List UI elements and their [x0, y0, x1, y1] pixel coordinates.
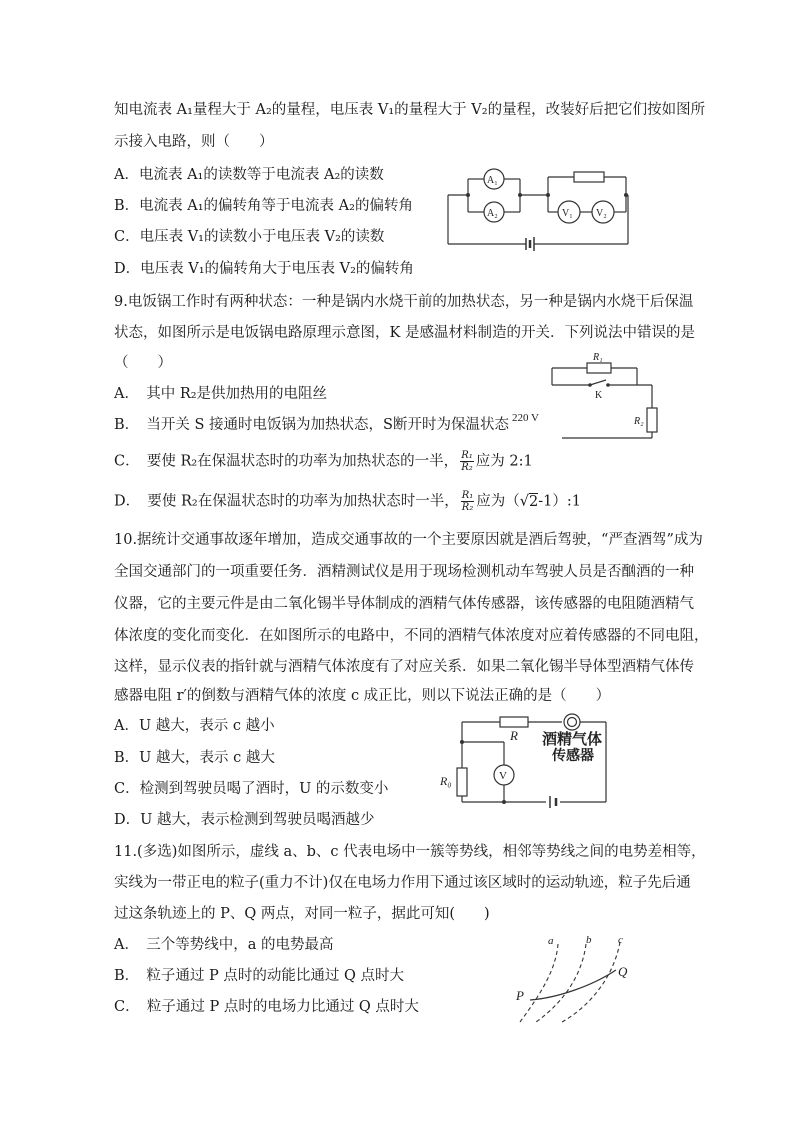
q10-line6: 感器电阻 r′的倒数与酒精气体的浓度 c 成正比，则以下说法正确的是（ ）	[114, 688, 611, 704]
q9-stem-line2: 状态，如图所示是电饭锅电路原理示意图，K 是感温材料制造的开关．下列说法中错误的是	[114, 325, 695, 341]
q8-option-d: D．电压表 V₁的偏转角大于电压表 V₂的偏转角	[114, 261, 414, 277]
q10-line5: 这样，显示仪表的指针就与酒精气体浓度有了对应关系．如果二氧化锡半导体型酒精气体传	[114, 659, 694, 675]
q9-fig-r2-label: R₂	[634, 416, 644, 427]
q8-option-c: C．电压表 V₁的读数小于电压表 V₂的读数	[114, 229, 385, 245]
q10-fig-v-label: V	[499, 770, 507, 782]
q8-stem-line1: 知电流表 A₁量程大于 A₂的量程，电压表 V₁的量程大于 V₂的量程，改装好后把它们按如图所	[114, 102, 706, 118]
q8-fig-v1-label: V₁	[562, 208, 573, 219]
q10-fig-r-label: R	[510, 728, 518, 743]
q11-option-b: B． 粒子通过 P 点时的动能比通过 Q 点时大	[114, 968, 404, 984]
q9-option-c-frac-den: R₂	[461, 462, 473, 473]
q9-option-d-sqrt-value: 2	[529, 493, 539, 510]
q10-line1: 10.据统计交通事故逐年增加，造成交通事故的一个主要原因就是酒后驾驶，“严查酒驾”成为	[114, 532, 703, 548]
q11-line2: 实线为一带正电的粒子(重力不计)仅在电场力作用下通过该区域时的运动轨迹，粒子先后通	[114, 875, 691, 891]
q10-fig-r0-label: R₀	[440, 774, 452, 788]
q9-option-d	[114, 490, 581, 513]
q9-circuit-diagram	[512, 350, 662, 440]
q9-option-d-tail1: 应为（	[476, 493, 520, 510]
q9-fig-r1-label: R₁	[593, 352, 603, 363]
q9-option-d-fraction	[461, 490, 475, 513]
q9-option-c-text: C． 要使 R₂在保温状态时的功率为加热状态的一半，	[114, 453, 459, 470]
q9-option-c	[114, 450, 533, 473]
q8-fig-a2-label: A₂	[487, 208, 498, 219]
q10-line3: 仪器，它的主要元件是由二氧化锡半导体制成的酒精气体传感器，该传感器的电阻随酒精气	[114, 596, 694, 612]
q8-circuit-diagram	[440, 160, 640, 255]
q10-option-c: C．检测到驾驶员喝了酒时，U 的示数变小	[114, 781, 389, 797]
q9-stem-line3: （ ）	[114, 355, 172, 371]
q9-fig-k-label: K	[595, 390, 603, 401]
sqrt-symbol: √	[519, 493, 530, 510]
q11-option-a: A． 三个等势线中，a 的电势最高	[114, 937, 334, 953]
q11-fig-p-label: P	[516, 988, 524, 1003]
q11-fig-q-label: Q	[618, 964, 628, 979]
q10-fig-sensor-line1: 酒精气体	[542, 732, 603, 748]
q9-stem-line1: 9.电饭锅工作时有两种状态：一种是锅内水烧干前的加热状态，另一种是锅内水烧干后保温	[114, 294, 694, 310]
q9-option-d-frac-num: R₁	[461, 490, 474, 501]
q8-stem-line2: 示接入电路，则（ ）	[114, 134, 274, 150]
q11-option-c: C． 粒子通过 P 点时的电场力比通过 Q 点时大	[114, 999, 419, 1015]
q8-fig-a1-label: A₁	[487, 175, 498, 186]
q10-circuit-diagram	[438, 708, 618, 808]
q9-option-c-fraction	[460, 450, 474, 473]
q10-option-a: A．U 越大，表示 c 越小	[114, 718, 275, 734]
q10-line4: 体浓度的变化而变化．在如图所示的电路中，不同的酒精气体浓度对应着传感器的不同电阻，	[114, 628, 709, 644]
q9-option-d-frac-den: R₂	[461, 502, 474, 513]
q9-option-d-text: D． 要使 R₂在保温状态时的功率为加热状态时一半，	[114, 493, 459, 510]
q9-fig-220v-label: 220 V	[512, 412, 539, 424]
q8-fig-v2-label: V₂	[596, 208, 607, 219]
q9-option-a: A． 其中 R₂是供加热用的电阻丝	[114, 386, 328, 402]
q11-line3: 过这条轨迹上的 P、Q 两点，对同一粒子，据此可知( )	[114, 906, 490, 922]
q11-fig-b-label: b	[586, 934, 592, 946]
q11-field-diagram	[512, 930, 642, 1025]
q9-option-c-tail: 应为 2:1	[475, 453, 533, 470]
q8-option-a: A．电流表 A₁的读数等于电流表 A₂的读数	[114, 167, 384, 183]
q11-fig-c-label: c	[618, 934, 623, 946]
q8-option-b: B．电流表 A₁的偏转角等于电流表 A₂的偏转角	[114, 198, 413, 214]
q11-fig-a-label: a	[548, 935, 554, 947]
q10-option-b: B．U 越大，表示 c 越大	[114, 750, 275, 766]
q9-option-b: B． 当开关 S 接通时电饭锅为加热状态，S断开时为保温状态	[114, 417, 509, 433]
q11-line1: 11.(多选)如图所示，虚线 a、b、c 代表电场中一簇等势线，相邻等势线之间的电势差相等，	[114, 844, 706, 860]
q10-option-d: D．U 越大，表示检测到驾驶员喝酒越少	[114, 812, 375, 828]
q9-option-c-frac-num: R₁	[461, 450, 473, 461]
q10-fig-sensor-line2: 传感器	[552, 749, 594, 764]
q10-line2: 全国交通部门的一项重要任务．酒精测试仪是用于现场检测机动车驾驶人员是否酗酒的一种	[114, 564, 694, 580]
q9-option-d-tail2: -1）:1	[538, 493, 581, 510]
